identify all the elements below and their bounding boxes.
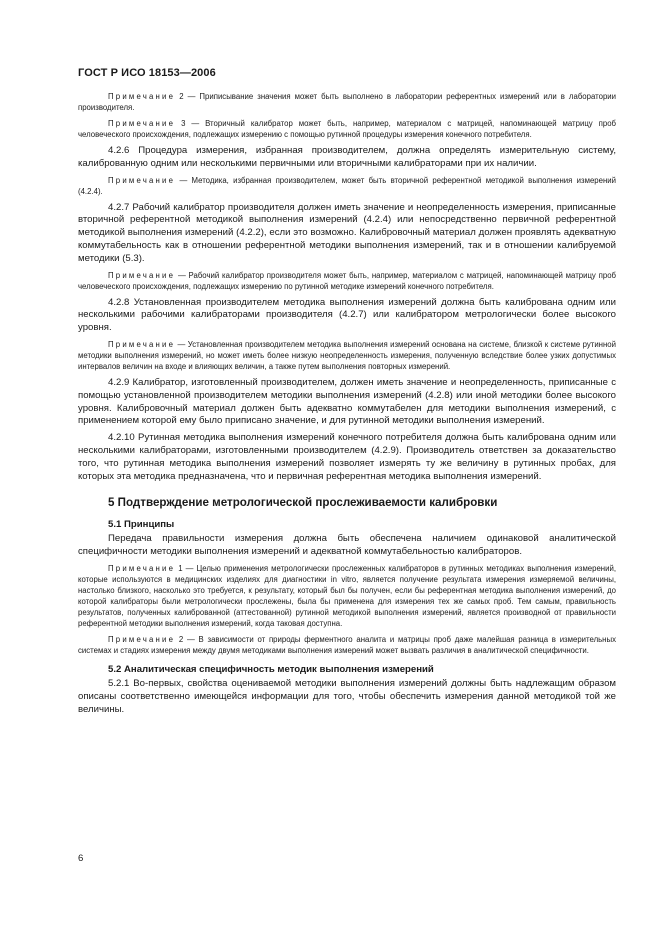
- subsection-heading-5-2: 5.2 Аналитическая специфичность методик выполнения измерений: [108, 663, 434, 675]
- note-text: 3 — Вторичный калибратор может быть, например, материалом с матрицей, напоминающей матрицу проб человеческого происхождения, подлежащих измерению с помощью рутинной процедуры измерения конечного потребителя.: [78, 119, 616, 139]
- paragraph-4-2-6: 4.2.6 Процедура измерения, избранная производителем, должна определять измерительную систему, калиброванную одним или несколькими первичными или вторичными калибраторами при их наличии.: [78, 145, 616, 169]
- note-text: — Установленная производителем методика выполнения измерений основана на системе, близкой к системе рутинной методики выполнения измерений, но может иметь более низкую неопределенность измерения, полученную вследствие более узких допустимых интервалов величин на входе и влияющих величин, а также путем выполнения повторных измерений.: [78, 339, 616, 371]
- note-label: Примечание: [108, 175, 176, 185]
- paragraph-5-2-1: 5.2.1 Во-первых, свойства оцениваемой методики выполнения измерений должны быть надлежащим образом описаны соответственно имеющейся информации для того, чтобы обеспечить измерения данной методикой той же величины.: [78, 677, 616, 715]
- note-text: 2 — Приписывание значения может быть выполнено в лаборатории референтных измерений или в лаборатории производителя.: [78, 92, 616, 112]
- page-header: ГОСТ Р ИСО 18153—2006: [78, 67, 216, 79]
- note-3: [78, 175, 616, 197]
- note-5: [78, 339, 616, 372]
- subsection-heading-5-1: 5.1 Принципы: [108, 519, 175, 531]
- note-text: 1 — Целью применения метрологически прослеженных калибраторов в рутинных методиках выполнения измерений, которые используются в медицинских изделиях для диагностики in vitro, является получение результата измерения измеряемой величины, настолько близкого, насколько это требуется, к результату, который был бы получен, если бы референтная методика выполнения измерений, до которой калибраторы были метрологически прослежены, была бы применена для измерения тех же самых проб. Тем самым, правильность результатов, полученных калиброванной (аттестованной) рутинной методикой выполнения измерений, является производной от правильности референтной методики выполнения измерений, когда таковая доступна.: [78, 563, 616, 628]
- paragraph-4-2-7: 4.2.7 Рабочий калибратор производителя должен иметь значение и неопределенность измерения, приписанные вторичной референтной методикой выполнения измерений (4.2.4) или непосредственно первичной референтной методикой выполнения измерений (4.2.2), если это возможно. Калибровочный материал должен проявлять адекватную коммутабельность как в отношении референтной методики выполнения измерений, так и в отношении калибруемой методики (5.3).: [78, 201, 616, 264]
- note-2: [78, 118, 616, 140]
- note-label: Примечание: [108, 563, 176, 573]
- note-text: 2 — В зависимости от природы ферментного аналита и матрицы проб даже малейшая разница в измерительных системах и стадиях измерения между двумя методиками выполнения измерений может вызвать различия в аналитической специфичности.: [78, 634, 616, 655]
- page-content: [78, 91, 616, 720]
- paragraph-5-1: Передача правильности измерения должна быть обеспечена наличием одинаковой аналитической специфичности методики выполнения измерений и адекватной коммутабельностью калибраторов.: [78, 533, 616, 558]
- paragraph-4-2-8: 4.2.8 Установленная производителем методика выполнения измерений должна быть калибрована одним или несколькими рабочими калибраторами производителя (4.2.7) или калибратором метрологически более высокого уровня.: [78, 296, 616, 334]
- note-1: [78, 91, 616, 113]
- note-6: [78, 563, 616, 629]
- note-text: — Методика, избранная производителем, может быть вторичной референтной методикой выполнения измерений (4.2.4).: [78, 175, 616, 196]
- note-7: [78, 634, 616, 656]
- note-label: Примечание: [108, 270, 176, 280]
- note-4: [78, 270, 616, 292]
- note-label: Примечание: [108, 92, 176, 101]
- note-label: Примечание: [108, 339, 176, 349]
- section-heading-5: 5 Подтверждение метрологической прослеживаемости калибровки: [108, 496, 498, 510]
- page-number: 6: [78, 853, 84, 864]
- paragraph-4-2-10: 4.2.10 Рутинная методика выполнения измерений конечного потребителя должна быть калибрована одним или несколькими калибраторами, изготовленными производителем (4.2.9). Производитель ответствен за доказательство того, что рутинная методика выполнения измерений позволяет измерять ту же величину в рутинных пробах, для которых эта методика предназначена, что и первичная референтная методика выполнения измерений.: [78, 432, 616, 482]
- note-label: Примечание: [108, 119, 176, 128]
- note-label: Примечание: [108, 634, 176, 644]
- note-text: — Рабочий калибратор производителя может быть, например, материалом с матрицей, напоминающей матрицу проб человеческого происхождения, подлежащих измерению по рутинной методике измерений конечного потребителя.: [78, 270, 616, 291]
- paragraph-4-2-9: 4.2.9 Калибратор, изготовленный производителем, должен иметь значение и неопределенность, приписанные с помощью установленной производителем методики выполнения измерений (4.2.8) или иной методики более высокого уровня. Калибровочный материал должен быть адекватно коммутабелен для методики выполнения измерений, с применением которой ему было приписано значение, и для рутинной методики выполнения измерений.: [78, 376, 616, 427]
